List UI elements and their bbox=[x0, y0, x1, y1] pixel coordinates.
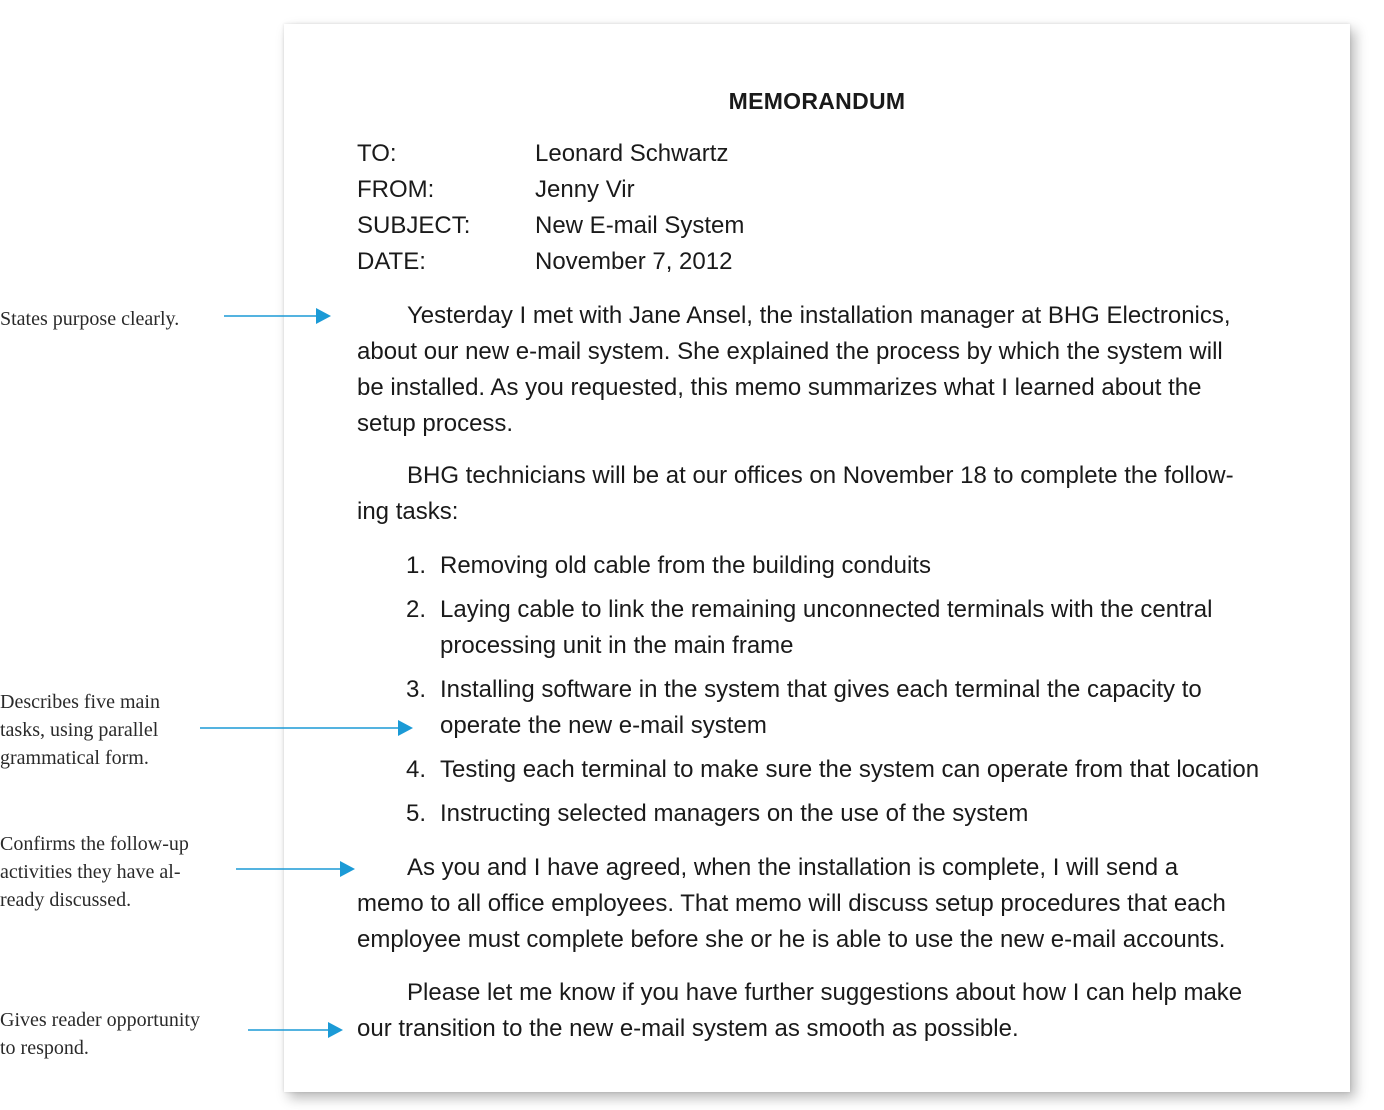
paragraph-line: Please let me know if you have further suggestions about how I can help make bbox=[407, 979, 1243, 1006]
subject-value: New E-mail System bbox=[535, 212, 745, 239]
list-item-number: 4. bbox=[406, 756, 427, 783]
list-item-text: Testing each terminal to make sure the system can operate from that location bbox=[440, 756, 1260, 783]
date-label: DATE: bbox=[357, 248, 426, 275]
arrow-icon bbox=[236, 859, 360, 879]
paragraph-tasks-intro bbox=[357, 458, 1297, 530]
paragraph-line: about our new e-mail system. She explained the process by which the system will bbox=[357, 338, 1223, 365]
from-value: Jenny Vir bbox=[535, 176, 635, 203]
paragraph-line: BHG technicians will be at our offices on November 18 to complete the follow- bbox=[407, 462, 1234, 489]
paragraph-purpose bbox=[357, 298, 1297, 442]
from-label: FROM: bbox=[357, 176, 435, 203]
paragraph-followup bbox=[357, 850, 1297, 958]
to-label: TO: bbox=[357, 140, 397, 167]
date-value: November 7, 2012 bbox=[535, 248, 733, 275]
annotation-followup: Confirms the follow-up activities they have al- ready discussed. bbox=[0, 833, 189, 911]
list-item-number: 5. bbox=[406, 800, 427, 827]
paragraph-line: setup process. bbox=[357, 410, 514, 437]
annotation-tasks: Describes five main tasks, using parallel grammatical form. bbox=[0, 691, 160, 769]
paragraph-line: ing tasks: bbox=[357, 498, 459, 525]
arrow-icon bbox=[224, 306, 334, 326]
list-item-text: Installing software in the system that gives each terminal the capacity to operate the new e-mail system bbox=[440, 676, 1202, 739]
paragraph-line: be installed. As you requested, this memo summarizes what I learned about the bbox=[357, 374, 1202, 401]
list-item-number: 3. bbox=[406, 676, 427, 703]
paragraph-line: our transition to the new e-mail system as smooth as possible. bbox=[357, 1015, 1019, 1042]
list-item-text: Removing old cable from the building conduits bbox=[440, 552, 931, 579]
list-item-number: 2. bbox=[406, 596, 427, 623]
list-item-text: Instructing selected managers on the use of the system bbox=[440, 800, 1029, 827]
memo-page bbox=[284, 24, 1350, 1092]
subject-label: SUBJECT: bbox=[357, 212, 471, 239]
list-item-number: 1. bbox=[406, 552, 427, 579]
memo-title: MEMORANDUM bbox=[728, 88, 906, 114]
arrow-icon bbox=[248, 1020, 348, 1040]
paragraph-line: employee must complete before she or he is able to use the new e-mail accounts. bbox=[357, 926, 1226, 953]
paragraph-closing bbox=[357, 975, 1297, 1047]
arrow-icon bbox=[200, 718, 416, 738]
paragraph-line: Yesterday I met with Jane Ansel, the installation manager at BHG Electronics, bbox=[407, 302, 1231, 329]
list-item-text: Laying cable to link the remaining unconnected terminals with the central processing unit in the main frame bbox=[440, 596, 1213, 659]
paragraph-line: memo to all office employees. That memo will discuss setup procedures that each bbox=[357, 890, 1226, 917]
annotation-respond: Gives reader opportunity to respond. bbox=[0, 1009, 200, 1059]
to-value: Leonard Schwartz bbox=[535, 140, 729, 167]
annotation-purpose: States purpose clearly. bbox=[0, 308, 180, 330]
paragraph-line: As you and I have agreed, when the installation is complete, I will send a bbox=[407, 854, 1179, 881]
